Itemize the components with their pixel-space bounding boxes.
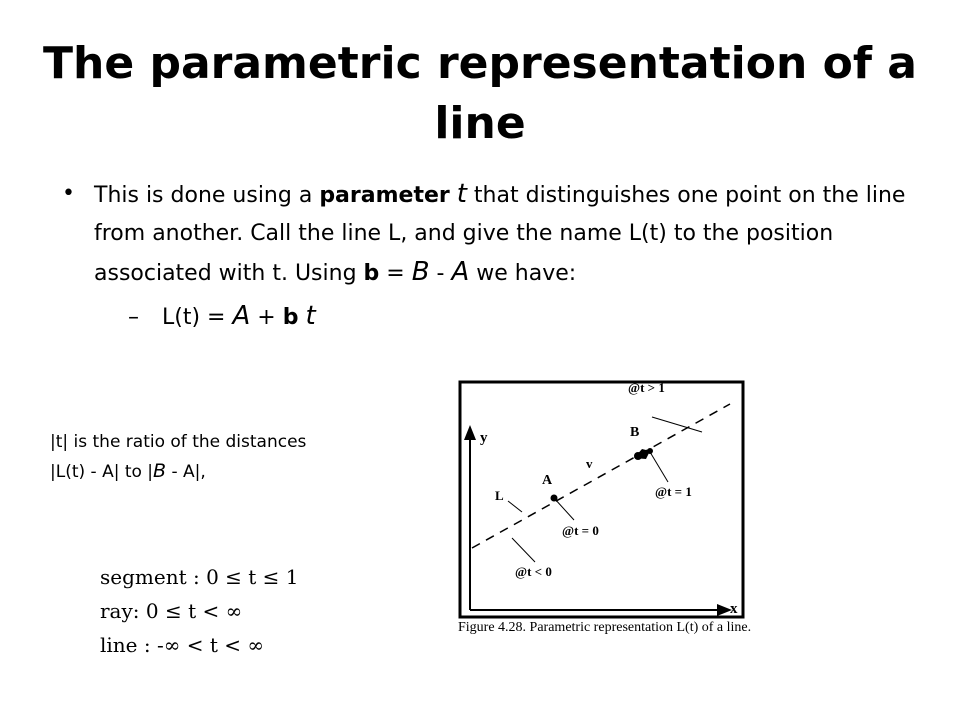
leader-t-lt0 — [512, 538, 535, 562]
parameter-ranges — [100, 560, 299, 662]
label-t1: @t = 1 — [655, 484, 692, 499]
label-t-gt1: @t > 1 — [628, 380, 665, 395]
leader-L — [508, 501, 522, 512]
label-L: L — [495, 488, 504, 503]
leader-t1 — [650, 452, 668, 482]
ratio-line-1: |t| is the ratio of the distances — [50, 432, 307, 452]
ratio-line-2: |L(t) - A| to |B - A|, — [50, 460, 206, 482]
slide-title: The parametric representation of a line — [42, 38, 917, 149]
label-t-lt0: @t < 0 — [515, 564, 552, 579]
dash-icon: – — [128, 305, 139, 330]
label-v: v — [586, 456, 593, 471]
sub-bullet-equation: – L(t) = A + b t — [128, 297, 316, 337]
label-B: B — [630, 425, 640, 440]
leader-t0 — [554, 498, 574, 520]
label-A: A — [542, 473, 553, 488]
y-axis-arrow-icon — [464, 425, 476, 440]
point-B — [634, 452, 642, 460]
bullet-text: This is done using a parameter t that distinguishes one point on the line from another. Call the line L, and give the name L(t) to the position associated with t. Using b = B - A we have: — [94, 179, 906, 287]
range-segment: segment : 0 ≤ t ≤ 1 — [100, 565, 299, 589]
leader-t-gt1 — [652, 417, 702, 432]
y-axis-label: y — [480, 430, 488, 446]
bullet-icon: • — [62, 181, 75, 206]
ratio-note — [50, 428, 306, 487]
x-axis-label: x — [730, 601, 738, 617]
label-t0: @t = 0 — [562, 523, 599, 538]
range-ray: ray: 0 ≤ t < ∞ — [100, 599, 243, 623]
main-bullet — [62, 175, 922, 293]
parametric-line — [472, 404, 730, 548]
range-line: line : -∞ < t < ∞ — [100, 633, 265, 657]
parametric-line-diagram — [440, 370, 840, 620]
point-t1 — [647, 448, 653, 454]
figure-caption: Figure 4.28. Parametric representation L(t) of a line. — [458, 620, 752, 635]
